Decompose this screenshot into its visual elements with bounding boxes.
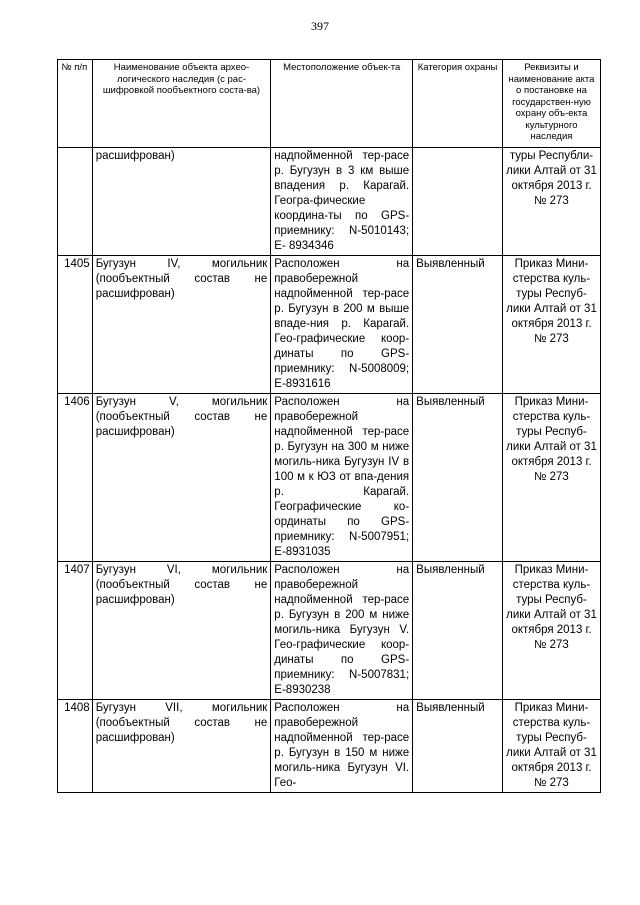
cell-location: Расположен на правобережной надпойменной тер-расе р. Бугузун на 300 м ниже могиль-ника Бугузун IV в 100 м к ЮЗ от впа-дения р. Карагай. Географические ко-ординаты по GPS-приемнику: N-5007951; E-8931035	[271, 393, 413, 561]
table-row	[58, 561, 601, 699]
heritage-register-table	[57, 59, 601, 793]
cell-requisites: Приказ Мини-стерства куль-туры Респуб-лики Алтай от 31 октября 2013 г. № 273	[502, 393, 600, 561]
cell-name: Бугузун IV, могильник (пообъектный состав не расшифрован)	[92, 255, 271, 393]
cell-name: Бугузун V, могильник (пообъектный состав не расшифрован)	[92, 393, 271, 561]
cell-requisites: Приказ Мини-стерства куль-туры Респуб-лики Алтай от 31 октября 2013 г. № 273	[502, 255, 600, 393]
cell-category: Выявленный	[413, 393, 503, 561]
header-location: Местоположение объек-та	[271, 60, 413, 148]
cell-requisites: Приказ Мини-стерства куль-туры Респуб-лики Алтай от 31 октября 2013 г. № 273	[502, 561, 600, 699]
cell-num: 1407	[58, 561, 93, 699]
table-row	[58, 699, 601, 792]
table-header-row	[58, 60, 601, 148]
cell-num: 1405	[58, 255, 93, 393]
cell-requisites: туры Республи-лики Алтай от 31 октября 2013 г. № 273	[502, 147, 600, 255]
page-number: 397	[311, 19, 329, 33]
header-num: № п/п	[58, 60, 93, 148]
cell-location: Расположен на правобережной надпойменной тер-расе р. Бугузун в 200 м выше впаде-ния р. Карагай. Гео-графические коор-динаты по GPS-приемнику: N-5008009; E-8931616	[271, 255, 413, 393]
cell-name: Бугузун VI, могильник (пообъектный состав не расшифрован)	[92, 561, 271, 699]
cell-category: Выявленный	[413, 561, 503, 699]
header-requisites: Реквизиты и наименование акта о постановке на государствен-ную охрану объ-екта культурного наследия	[502, 60, 600, 148]
cell-name: Бугузун VII, могильник (пообъектный состав не расшифрован)	[92, 699, 271, 792]
cell-category: Выявленный	[413, 699, 503, 792]
cell-num: 1408	[58, 699, 93, 792]
table-row	[58, 393, 601, 561]
header-name: Наименование объекта архео-логического наследия (с рас-шифровкой пообъектного соста-ва)	[92, 60, 271, 148]
cell-category	[413, 147, 503, 255]
cell-category: Выявленный	[413, 255, 503, 393]
cell-num: 1406	[58, 393, 93, 561]
cell-location: Расположен на правобережной надпойменной тер-расе р. Бугузун в 200 м ниже могиль-ника Бугузун V. Гео-графические коор-динаты по GPS-приемнику: N-5007831; E-8930238	[271, 561, 413, 699]
cell-location: надпойменной тер-расе р. Бугузун в 3 км выше впадения р. Карагай. Геогра-фические координа-ты по GPS-приемнику: N-5010143; E- 8934346	[271, 147, 413, 255]
cell-name: расшифрован)	[92, 147, 271, 255]
table-row	[58, 255, 601, 393]
cell-location: Расположен на правобережной надпойменной тер-расе р. Бугузун в 150 м ниже могиль-ника Бугузун VI. Гео-	[271, 699, 413, 792]
cell-num	[58, 147, 93, 255]
cell-requisites: Приказ Мини-стерства куль-туры Респуб-лики Алтай от 31 октября 2013 г. № 273	[502, 699, 600, 792]
header-category: Категория охраны	[413, 60, 503, 148]
continuation-row	[58, 147, 601, 255]
